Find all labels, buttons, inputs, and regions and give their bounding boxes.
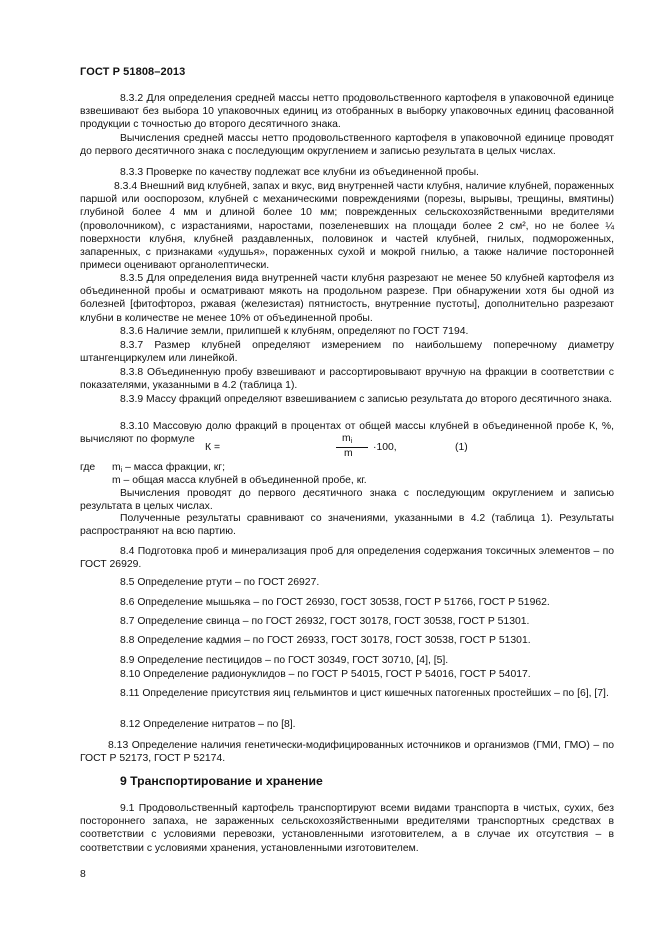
paragraph-calculation: Вычисления проводят до первого десятичного знака с последующим округлением и записью результата в целых числах.: [80, 488, 614, 513]
paragraph-8-11: 8.11 Определение присутствия яиц гельминтов и цист кишечных патогенных простейших – по [6], [7].: [120, 688, 609, 699]
where-mi: mi – масса фракции, кг;: [112, 462, 225, 474]
paragraph-8-9: 8.9 Определение пестицидов – по ГОСТ 30349, ГОСТ 30710, [4], [5].: [120, 655, 449, 666]
paragraph-8-3-8: 8.3.8 Объединенную пробу взвешивают и рассортировывают вручную на фракции в соответствии с показателями, указанными в 4.2 (таблица 1).: [80, 367, 614, 392]
paragraph-8-10: 8.10 Определение радионуклидов – по ГОСТ Р 54015, ГОСТ Р 54016, ГОСТ Р 54017.: [120, 669, 531, 680]
paragraph-8-5: 8.5 Определение ртути – по ГОСТ 26927.: [120, 577, 320, 588]
formula-numerator: mi: [342, 433, 353, 445]
paragraph-8-3-10: 8.3.10 Массовую долю фракций в процентах от общей массы клубней в объединенной пробе К, %, вычисляют по формуле: [80, 421, 614, 446]
paragraph-8-7: 8.7 Определение свинца – по ГОСТ 26932, ГОСТ 30178, ГОСТ 30538, ГОСТ Р 51301.: [120, 616, 530, 627]
formula-multiplier: ·100,: [373, 442, 397, 453]
paragraph-9-1: 9.1 Продовольственный картофель транспортируют всеми видами транспорта в чистых, сухих, без постороннего запаха, не зараженных сельскохозяйственными вредителями транспортных средствах в соответствии с условиями перевозки, установленными изготовителем, а в случае их отсутствия – в соответствии с условиями хранения, установленными изготовителем.: [80, 803, 614, 854]
section-9-title: 9 Транспортирование и хранение: [120, 774, 323, 788]
formula-number: (1): [455, 442, 468, 453]
paragraph-8-3-2-calc: Вычисления средней массы нетто продовольственного картофеля в упаковочной единице проводят до первого десятичного знака с последующим округлением и записью результата в целых числах.: [80, 133, 614, 158]
paragraph-8-8: 8.8 Определение кадмия – по ГОСТ 26933, ГОСТ 30178, ГОСТ 30538, ГОСТ Р 51301.: [120, 635, 531, 646]
paragraph-8-3-3: 8.3.3 Проверке по качеству подлежат все клубни из объединенной пробы.: [120, 167, 479, 178]
where-label: где: [80, 462, 96, 473]
paragraph-compare: Полученные результаты сравнивают со значениями, указанными в 4.2 (таблица 1). Результаты распространяют на всю партию.: [80, 513, 614, 538]
document-header: ГОСТ Р 51808–2013: [80, 66, 186, 78]
paragraph-8-13: 8.13 Определение наличия генетически-модифицированных источников и организмов (ГМИ, ГМО) – по ГОСТ Р 52173, ГОСТ Р 52174.: [80, 740, 614, 765]
paragraph-8-3-2: 8.3.2 Для определения средней массы нетто продовольственного картофеля в упаковочной единице взвешивают без выбора 10 упаковочных единиц из отобранных в выборку упаковочных единиц фасованной продукции с точностью до второго десятичного знака.: [80, 93, 614, 131]
paragraph-8-3-5: 8.3.5 Для определения вида внутренней части клубня разрезают не менее 50 клубней картофеля из объединенной пробы и осматривают мякоть на продольном разрезе. При обнаружении хотя бы одной из болезней [фитофтороз, ржавая (железистая) пятнистость, внутренние пустоты], дополнительно разрезают клубни в количестве не менее 10% от объединенной пробы.: [80, 273, 614, 324]
where-m: m – общая масса клубней в объединенной пробе, кг.: [112, 475, 367, 486]
formula-lhs: К =: [205, 442, 221, 453]
formula-denominator: m: [344, 448, 353, 459]
paragraph-8-3-6: 8.3.6 Наличие земли, прилипшей к клубням, определяют по ГОСТ 7194.: [120, 326, 469, 337]
paragraph-8-4: 8.4 Подготовка проб и минерализация проб для определения содержания токсичных элементов – по ГОСТ 26929.: [80, 546, 614, 571]
paragraph-8-12: 8.12 Определение нитратов – по [8].: [120, 719, 296, 730]
paragraph-8-6: 8.6 Определение мышьяка – по ГОСТ 26930, ГОСТ 30538, ГОСТ Р 51766, ГОСТ Р 51962.: [120, 597, 550, 608]
paragraph-8-3-4: 8.3.4 Внешний вид клубней, запах и вкус, вид внутренней части клубня, наличие клубней, пораженных паршой или ооспорозом, клубней с механическими повреждениями (порезы, вырывы, трещины, вмятины) глубиной более 4 мм и длиной более 10 мм; поврежденных сельскохозяйственными вредителями (проволочником), с израстаниями, наростами, позеленевших на площади более 2 см², но не более ¼ поверхности клубня, клубней раздавленных, половинок и частей клубней, гнилых, подмороженных, запаренных, с признаками «удушья», пораженных сухой и мокрой гнилью, а также наличие посторонней примеси оценивают органолептически.: [80, 181, 614, 272]
page-number: 8: [80, 869, 86, 880]
paragraph-8-3-9: 8.3.9 Массу фракций определяют взвешиванием с записью результата до второго десятичного знака.: [120, 394, 613, 405]
paragraph-8-3-7: 8.3.7 Размер клубней определяют измерением по наибольшему поперечному диаметру штангенциркулем или линейкой.: [80, 340, 614, 365]
formula-legend: [80, 461, 614, 487]
